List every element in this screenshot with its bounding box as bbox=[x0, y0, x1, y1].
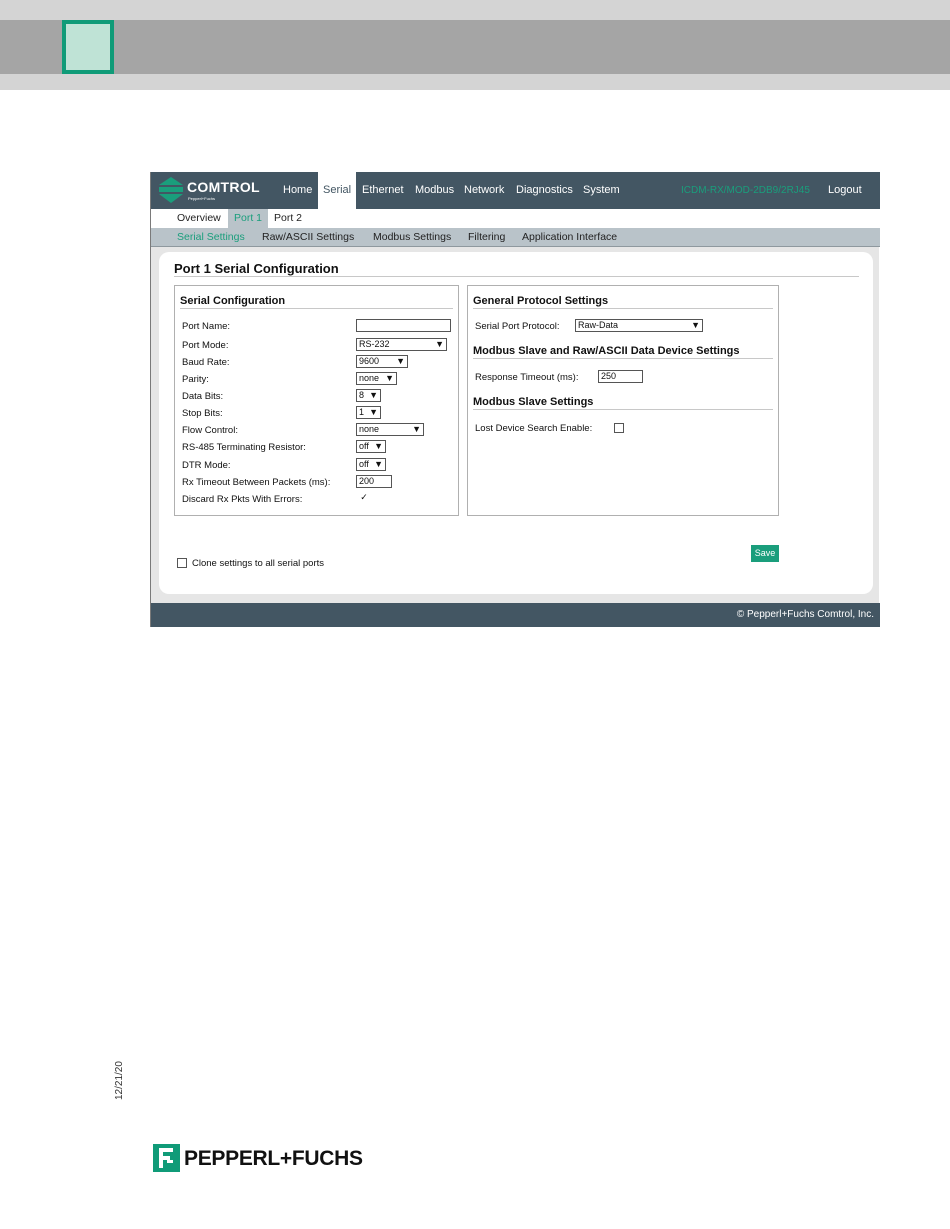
chevron-down-icon: ▼ bbox=[374, 441, 383, 451]
lost-device-label: Lost Device Search Enable: bbox=[475, 423, 593, 434]
dtr-mode-value: off bbox=[359, 459, 369, 469]
general-protocol-divider bbox=[473, 308, 773, 309]
comtrol-logo[interactable] bbox=[159, 177, 279, 205]
title-divider bbox=[174, 276, 859, 277]
chevron-down-icon: ▼ bbox=[369, 390, 378, 400]
tab-overview[interactable]: Overview bbox=[177, 212, 221, 224]
port-tabs bbox=[151, 209, 880, 228]
baud-rate-value: 9600 bbox=[359, 356, 380, 366]
data-bits-select[interactable] bbox=[356, 389, 381, 402]
logo-text: COMTROL bbox=[187, 179, 260, 195]
nav-serial[interactable]: Serial bbox=[318, 172, 356, 209]
serial-port-protocol-select[interactable] bbox=[575, 319, 703, 332]
clone-checkbox[interactable] bbox=[177, 558, 187, 568]
baud-rate-label: Baud Rate: bbox=[182, 357, 230, 368]
data-bits-label: Data Bits: bbox=[182, 391, 224, 402]
save-button[interactable]: Save bbox=[751, 545, 779, 562]
chevron-down-icon: ▼ bbox=[396, 356, 405, 366]
response-timeout-label: Response Timeout (ms): bbox=[475, 372, 579, 383]
config-panel bbox=[159, 252, 873, 594]
tab-raw-ascii-settings[interactable]: Raw/ASCII Settings bbox=[262, 231, 355, 243]
stop-bits-value: 1 bbox=[359, 407, 365, 417]
stop-bits-select[interactable] bbox=[356, 406, 381, 419]
brand-text: PEPPERL+FUCHS bbox=[184, 1147, 363, 1170]
flow-control-select[interactable] bbox=[356, 423, 424, 436]
serial-config-divider bbox=[180, 308, 453, 309]
chevron-down-icon: ▼ bbox=[369, 407, 378, 417]
comtrol-logo-icon bbox=[159, 177, 183, 203]
flow-control-label: Flow Control: bbox=[182, 425, 238, 436]
port-mode-label: Port Mode: bbox=[182, 340, 229, 351]
nav-network[interactable]: Network bbox=[464, 184, 505, 196]
copyright-text: © Pepperl+Fuchs Comtrol, Inc. bbox=[736, 609, 874, 620]
port-mode-select[interactable] bbox=[356, 338, 447, 351]
data-bits-value: 8 bbox=[359, 390, 365, 400]
stop-bits-label: Stop Bits: bbox=[182, 408, 223, 419]
serial-config-box bbox=[174, 285, 459, 516]
web-ui-screenshot bbox=[150, 172, 879, 627]
tab-port-1[interactable]: Port 1 bbox=[228, 209, 268, 228]
header-band-bottom bbox=[0, 74, 950, 90]
rs485-label: RS-485 Terminating Resistor: bbox=[182, 442, 306, 453]
chevron-down-icon: ▼ bbox=[374, 459, 383, 469]
tab-filtering[interactable]: Filtering bbox=[468, 231, 506, 243]
chevron-down-icon: ▼ bbox=[385, 373, 394, 383]
modbus-slave-title: Modbus Slave Settings bbox=[473, 396, 594, 408]
port-mode-value: RS-232 bbox=[359, 339, 390, 349]
settings-tabs bbox=[151, 228, 880, 247]
page-title: Port 1 Serial Configuration bbox=[174, 261, 339, 276]
port-name-label: Port Name: bbox=[182, 321, 231, 332]
nav-home[interactable]: Home bbox=[283, 184, 313, 196]
parity-select[interactable] bbox=[356, 372, 397, 385]
rs485-value: off bbox=[359, 441, 369, 451]
chevron-down-icon: ▼ bbox=[412, 424, 421, 434]
modbus-slave-divider bbox=[473, 409, 773, 410]
dtr-mode-select[interactable] bbox=[356, 458, 386, 471]
tab-port-2[interactable]: Port 2 bbox=[274, 212, 303, 224]
tab-serial-settings[interactable]: Serial Settings bbox=[177, 231, 245, 243]
serial-port-protocol-value: Raw-Data bbox=[578, 320, 619, 330]
rs485-select[interactable] bbox=[356, 440, 386, 453]
parity-value: none bbox=[359, 373, 380, 383]
ui-footer bbox=[151, 603, 880, 627]
section-marker bbox=[62, 20, 114, 74]
device-model: ICDM-RX/MOD-2DB9/2RJ45 bbox=[681, 185, 810, 196]
nav-modbus[interactable]: Modbus bbox=[415, 184, 455, 196]
serial-port-protocol-label: Serial Port Protocol: bbox=[475, 321, 560, 332]
port-name-input[interactable] bbox=[356, 319, 451, 332]
nav-diagnostics[interactable]: Diagnostics bbox=[516, 184, 573, 196]
discard-rx-checkbox[interactable]: ✓ bbox=[360, 493, 368, 503]
document-date: 12/21/20 bbox=[114, 1061, 125, 1100]
protocol-settings-box bbox=[467, 285, 779, 516]
logo-subtext: Pepperl+Fuchs bbox=[188, 196, 216, 201]
lost-device-checkbox[interactable] bbox=[614, 423, 624, 433]
response-timeout-input[interactable]: 250 bbox=[598, 370, 643, 383]
chevron-down-icon: ▼ bbox=[435, 339, 444, 349]
flow-control-value: none bbox=[359, 424, 380, 434]
serial-config-title: Serial Configuration bbox=[180, 295, 286, 307]
pf-logo-icon bbox=[153, 1144, 180, 1172]
nav-system[interactable]: System bbox=[583, 184, 620, 196]
top-navigation bbox=[151, 172, 880, 209]
tab-modbus-settings[interactable]: Modbus Settings bbox=[373, 231, 452, 243]
modbus-raw-title: Modbus Slave and Raw/ASCII Data Device Settings bbox=[473, 345, 740, 357]
rx-timeout-label: Rx Timeout Between Packets (ms): bbox=[182, 477, 331, 488]
header-band bbox=[0, 20, 950, 74]
header-band-top bbox=[0, 0, 950, 20]
discard-rx-label: Discard Rx Pkts With Errors: bbox=[182, 494, 303, 505]
modbus-raw-divider bbox=[473, 358, 773, 359]
logout-link[interactable]: Logout bbox=[828, 184, 862, 196]
clone-label: Clone settings to all serial ports bbox=[192, 558, 325, 569]
nav-ethernet[interactable]: Ethernet bbox=[362, 184, 404, 196]
parity-label: Parity: bbox=[182, 374, 209, 385]
rx-timeout-input[interactable]: 200 bbox=[356, 475, 392, 488]
chevron-down-icon: ▼ bbox=[691, 320, 700, 330]
tab-application-interface[interactable]: Application Interface bbox=[522, 231, 618, 243]
general-protocol-title: General Protocol Settings bbox=[473, 295, 609, 307]
dtr-mode-label: DTR Mode: bbox=[182, 460, 231, 471]
baud-rate-select[interactable] bbox=[356, 355, 408, 368]
